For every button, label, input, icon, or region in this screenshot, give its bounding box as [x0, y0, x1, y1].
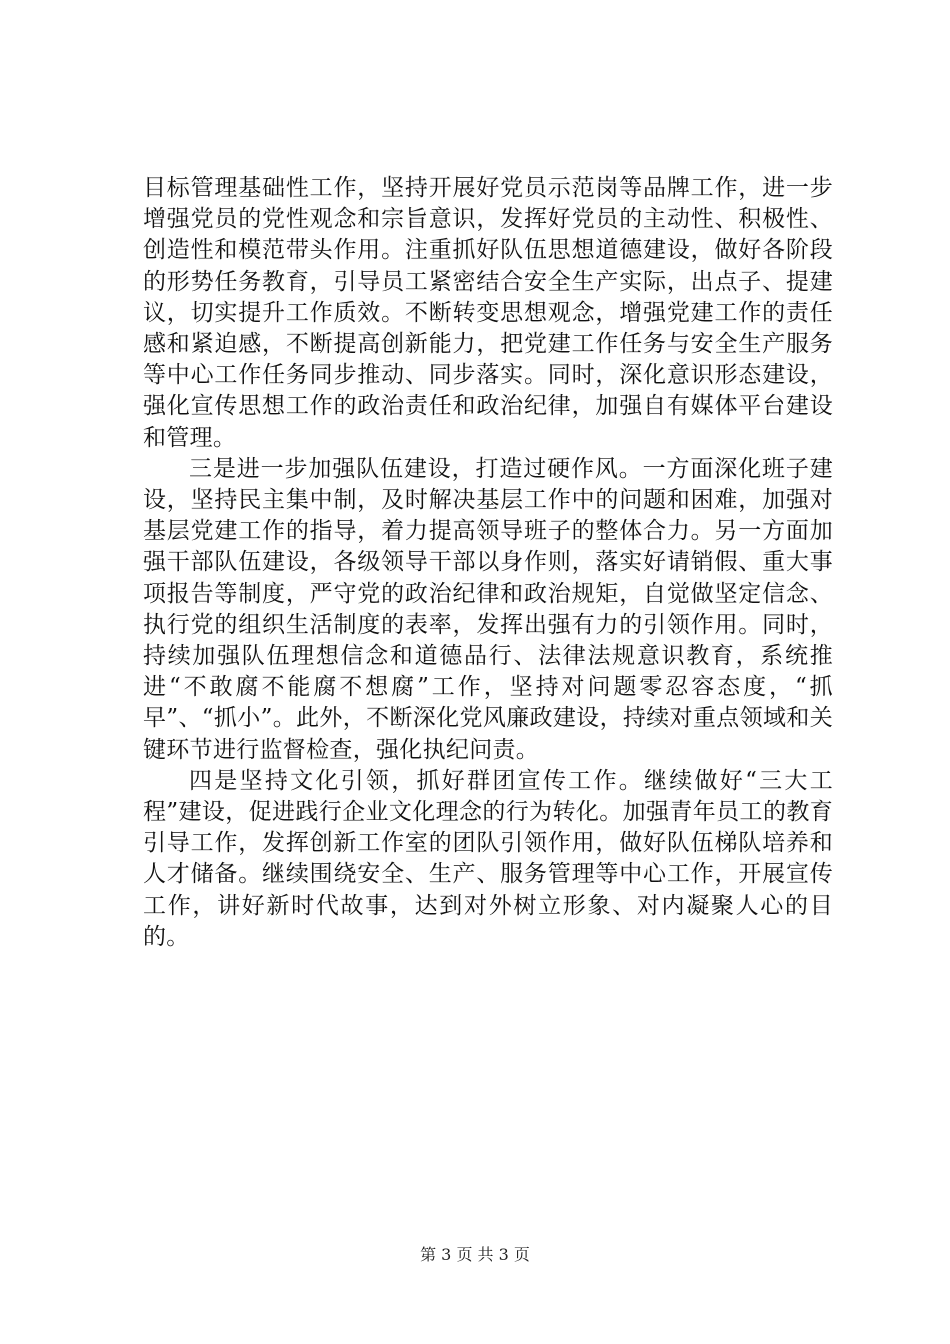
paragraph-continuation: 目标管理基础性工作，坚持开展好党员示范岗等品牌工作，进一步增强党员的党性观念和宗旨意识，发挥好党员的主动性、积极性、创造性和模范带头作用。注重抓好队伍思想道德建设，做好各阶段的形势任务教育，引导员工紧密结合安全生产实际，出点子、提建议，切实提升工作质效。不断转变思想观念，增强党建工作的责任感和紧迫感，不断提高创新能力，把党建工作任务与安全生产服务等中心工作任务同步推动、同步落实。同时，深化意识形态建设，强化宣传思想工作的政治责任和政治纪律，加强自有媒体平台建设和管理。 [143, 175, 833, 451]
paragraph-culture: 四是坚持文化引领，抓好群团宣传工作。继续做好“三大工程”建设，促进践行企业文化理念的行为转化。加强青年员工的教育引导工作，发挥创新工作室的团队引领作用，做好队伍梯队培养和人才储备。继续围绕安全、生产、服务管理等中心工作，开展宣传工作，讲好新时代故事，达到对外树立形象、对内凝聚人心的目的。 [143, 767, 833, 950]
document-body [143, 173, 833, 953]
page-footer: 第 3 页 共 3 页 [420, 1245, 530, 1264]
paragraph-team-building: 三是进一步加强队伍建设，打造过硬作风。一方面深化班子建设，坚持民主集中制，及时解决基层工作中的问题和困难，加强对基层党建工作的指导，着力提高领导班子的整体合力。另一方面加强干部队伍建设，各级领导干部以身作则，落实好请销假、重大事项报告等制度，严守党的政治纪律和政治规矩，自觉做坚定信念、执行党的组织生活制度的表率，发挥出强有力的引领作用。同时，持续加强队伍理想信念和道德品行、法律法规意识教育，系统推进“不敢腐不能腐不想腐”工作，坚持对问题零忍容态度，“抓早”、“抓小”。此外，不断深化党风廉政建设，持续对重点领域和关键环节进行监督检查，强化执纪问责。 [143, 455, 833, 763]
